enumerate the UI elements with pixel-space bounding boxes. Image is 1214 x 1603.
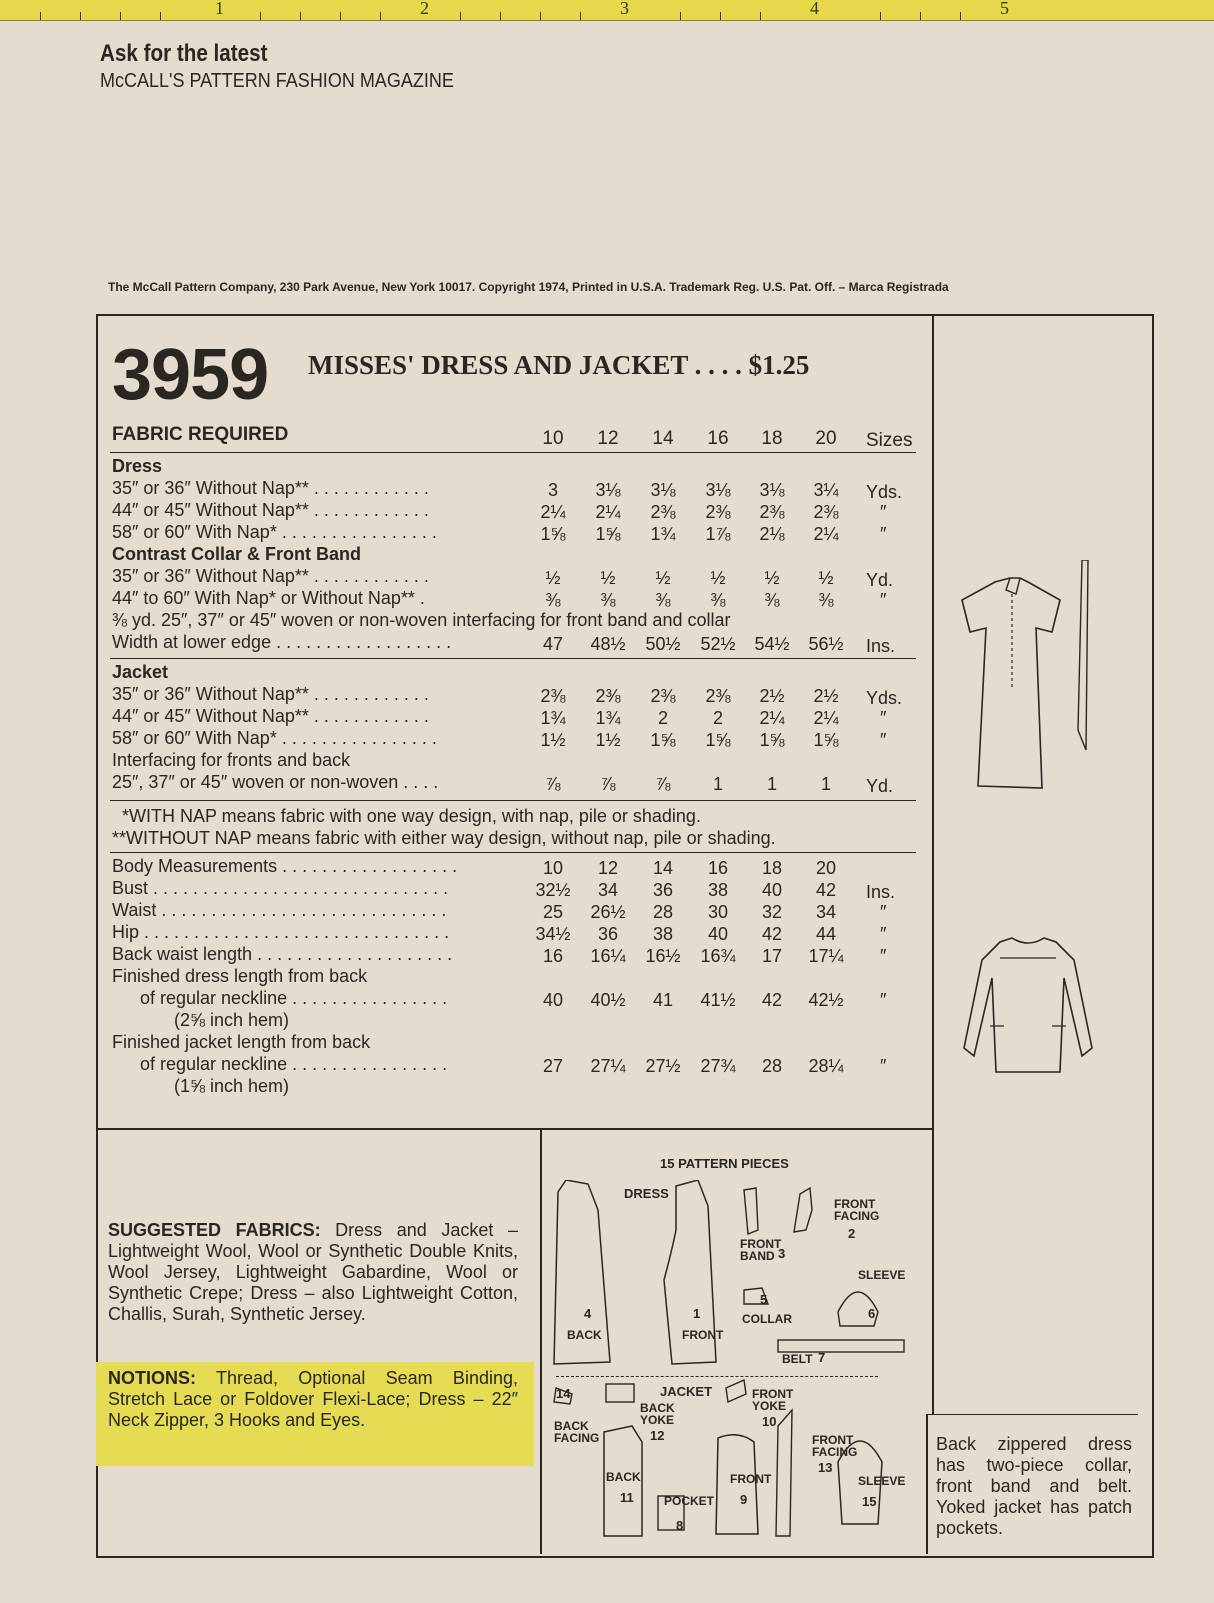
jacket-sketch — [960, 930, 1110, 1080]
jacket-row-label: 35″ or 36″ Without Nap** . . . . . . . . . . . . — [112, 684, 429, 704]
cell: 1 — [820, 774, 831, 794]
cell: 1⅝ — [705, 730, 731, 750]
piece-label-jacket-sleeve: SLEEVE — [858, 1474, 906, 1488]
cell: ½ — [655, 568, 671, 588]
garment-description: Back zippered dress has two-piece collar, front band and belt. Yoked jacket has patch pockets. — [936, 1434, 1132, 1538]
jacket-interfacing-row: 25″, 37″ or 45″ woven or non-woven . . . . — [112, 772, 439, 792]
cell: 52½ — [700, 634, 736, 654]
piece-num-11: 11 — [620, 1490, 634, 1505]
section-rule — [110, 658, 916, 659]
unit: ″ — [880, 902, 887, 922]
piece-num-1: 1 — [693, 1306, 701, 1321]
fabric-rule — [110, 452, 916, 453]
cell: 27½ — [645, 1056, 681, 1076]
dress-sketch — [950, 560, 1100, 800]
size-10: 10 — [542, 858, 564, 878]
cell: ⅞ — [600, 774, 616, 794]
piece-label-front-yoke: FRONT YOKE — [752, 1387, 794, 1413]
cell: 1¾ — [650, 524, 676, 544]
size-18: 18 — [761, 428, 783, 449]
cell: 28 — [761, 1056, 783, 1076]
jacket-length-l2: of regular neckline . . . . . . . . . . . . . . . . — [140, 1054, 448, 1074]
cell: 25 — [542, 902, 564, 922]
measuring-ruler — [0, 0, 1214, 21]
unit: Yds. — [866, 688, 903, 708]
dress-heading: Dress — [112, 456, 163, 476]
suggested-fabrics-text: Dress and Jacket – Lightweight Wool, Wool or Synthetic Double Knits, Wool Jersey, Lightweight Gabardine, Wool or Synthetic Crepe; Dress – also Lightweight Cotton, Challis, Surah, Synthetic Jersey. — [108, 1220, 518, 1324]
cell: 41½ — [700, 990, 736, 1010]
unit: ″ — [880, 590, 887, 610]
piece-num-13: 13 — [818, 1460, 833, 1475]
cell: 2¼ — [759, 708, 785, 728]
cell: 34 — [597, 880, 619, 900]
piece-label-front: FRONT — [682, 1328, 724, 1342]
piece-num-10: 10 — [762, 1414, 777, 1429]
front-band-piece — [744, 1188, 758, 1234]
cell: 30 — [707, 902, 729, 922]
jacket-length-l3: (1⅝ inch hem) — [174, 1076, 290, 1096]
collar-row-label: 44″ to 60″ With Nap* or Without Nap** . — [112, 588, 425, 608]
cell: 1⅝ — [650, 730, 676, 750]
cell: 2½ — [759, 686, 785, 706]
unit: ″ — [880, 708, 887, 728]
cell: ⅜ — [710, 590, 726, 610]
cell: 3⅛ — [705, 480, 731, 500]
unit: ″ — [880, 990, 887, 1010]
hip-label: Hip . . . . . . . . . . . . . . . . . . . . . . . . . . . . . . . — [112, 922, 450, 942]
cell: 2⅜ — [540, 686, 566, 706]
desc-top-line — [926, 1414, 1138, 1415]
cell: 1½ — [595, 730, 621, 750]
cell: ⅜ — [600, 590, 616, 610]
piece-label-back-facing: BACK FACING — [554, 1419, 600, 1445]
cell: ⅜ — [655, 590, 671, 610]
cell: 2⅜ — [650, 502, 676, 522]
piece-label-back: BACK — [567, 1328, 602, 1342]
jacket-length-l1: Finished jacket length from back — [112, 1032, 371, 1052]
cell: 44 — [815, 924, 837, 944]
size-20: 20 — [815, 858, 837, 878]
jacket-front-facing-piece — [776, 1410, 792, 1536]
piece-label-jacket-front-facing: FRONT FACING — [812, 1433, 858, 1459]
size-10: 10 — [542, 428, 564, 449]
cell: 2⅜ — [705, 502, 731, 522]
piece-num-12: 12 — [650, 1428, 665, 1443]
cell: 1⅝ — [540, 524, 566, 544]
width-label: Width at lower edge . . . . . . . . . . . . . . . . . . — [112, 632, 452, 652]
suggested-fabrics — [108, 1220, 518, 1325]
unit: ″ — [880, 1056, 887, 1076]
notions — [108, 1368, 518, 1431]
dress-row-label: 35″ or 36″ Without Nap** . . . . . . . . . . . . — [112, 478, 429, 498]
piece-label-jacket-back: BACK — [606, 1470, 641, 1484]
cell: ½ — [710, 568, 726, 588]
cell: 42 — [761, 990, 783, 1010]
front-yoke-piece — [726, 1380, 746, 1402]
cell: 1¾ — [540, 708, 566, 728]
cell: 42 — [815, 880, 837, 900]
dress-length-l1: Finished dress length from back — [112, 966, 368, 986]
nap-note-2: **WITHOUT NAP means fabric with either way design, without nap, pile or shading. — [112, 828, 776, 848]
jacket-row-label: 58″ or 60″ With Nap* . . . . . . . . . . . . . . . . — [112, 728, 437, 748]
body-measurements-label: Body Measurements . . . . . . . . . . . . . . . . . . — [112, 856, 458, 876]
pattern-number: 3959 — [112, 335, 269, 415]
cell: ½ — [764, 568, 780, 588]
cell: ⅞ — [545, 774, 561, 794]
copyright-line: The McCall Pattern Company, 230 Park Avenue, New York 10017. Copyright 1974, Printed in U.S.A. Trademark Reg. U.S. Pat. Off. – Marca Registrada — [108, 280, 949, 294]
cell: 16½ — [645, 946, 681, 966]
section-rule — [110, 800, 916, 801]
cell: 3⅛ — [650, 480, 676, 500]
cell: 2½ — [813, 686, 839, 706]
belt-piece — [778, 1340, 904, 1352]
piece-num-8: 8 — [676, 1518, 684, 1533]
piece-label-back-yoke: BACK YOKE — [640, 1401, 675, 1427]
jacket-pieces-label: JACKET — [660, 1384, 713, 1399]
size-12: 12 — [597, 428, 619, 449]
cell: 50½ — [645, 634, 681, 654]
cell: 17¼ — [808, 946, 844, 966]
cell: 17 — [761, 946, 783, 966]
cell: 38 — [652, 924, 674, 944]
dress-length-l2: of regular neckline . . . . . . . . . . . . . . . . — [140, 988, 448, 1008]
cell: 40½ — [590, 990, 626, 1010]
pattern-title: MISSES' DRESS AND JACKET . . . . $1.25 — [308, 350, 810, 380]
cell: 1⅝ — [813, 730, 839, 750]
dress-row-label: 58″ or 60″ With Nap* . . . . . . . . . . . . . . . . — [112, 522, 437, 542]
collar-heading: Contrast Collar & Front Band — [112, 544, 362, 564]
cell: 26½ — [590, 902, 626, 922]
unit: Yd. — [866, 570, 894, 590]
cell: 16¼ — [590, 946, 626, 966]
cell: 16¾ — [700, 946, 736, 966]
cell: 2¼ — [813, 708, 839, 728]
size-14: 14 — [652, 428, 674, 449]
piece-num-14: 14 — [556, 1386, 571, 1401]
section-rule — [110, 852, 916, 853]
cell: 32 — [761, 902, 783, 922]
cell: 3⅛ — [759, 480, 785, 500]
cell: 40 — [542, 990, 564, 1010]
piece-num-15: 15 — [862, 1494, 877, 1509]
column-divider — [932, 314, 934, 1414]
cell: 42 — [761, 924, 783, 944]
piece-num-6: 6 — [868, 1306, 876, 1321]
unit: ″ — [880, 946, 887, 966]
size-20: 20 — [815, 428, 837, 449]
jacket-interfacing-label: Interfacing for fronts and back — [112, 750, 351, 770]
cell: 42½ — [808, 990, 844, 1010]
ruler-mark-1: 1 — [215, 0, 224, 18]
cell: 28 — [652, 902, 674, 922]
cell: 40 — [761, 880, 783, 900]
ruler-mark-2: 2 — [420, 0, 429, 18]
cell: 1⅝ — [759, 730, 785, 750]
piece-label-jacket-front: FRONT — [730, 1472, 772, 1486]
cell: 3⅛ — [595, 480, 621, 500]
unit: ″ — [880, 924, 887, 944]
cell: 2⅜ — [813, 502, 839, 522]
cell: ½ — [600, 568, 616, 588]
cell: 28¼ — [808, 1056, 844, 1076]
unit: ″ — [880, 730, 887, 750]
collar-row-label: 35″ or 36″ Without Nap** . . . . . . . . . . . . — [112, 566, 429, 586]
cell: 3¼ — [813, 480, 839, 500]
cell: 32½ — [535, 880, 571, 900]
cell: 41 — [652, 990, 674, 1010]
ruler-mark-4: 4 — [810, 0, 819, 18]
piece-num-5: 5 — [760, 1292, 768, 1307]
cell: 47 — [542, 634, 564, 654]
interfacing-note: ⅜ yd. 25″, 37″ or 45″ woven or non-woven interfacing for front band and collar — [112, 610, 731, 630]
cell: 2 — [657, 708, 668, 728]
jacket-row-label: 44″ or 45″ Without Nap** . . . . . . . . . . . . — [112, 706, 429, 726]
pattern-pieces-title: 15 PATTERN PIECES — [660, 1156, 789, 1171]
unit: Ins. — [866, 882, 896, 902]
size-14: 14 — [652, 858, 674, 878]
front-facing-piece — [794, 1188, 812, 1232]
cell: ⅜ — [764, 590, 780, 610]
back-yoke-piece — [606, 1384, 634, 1402]
cell: 1⅞ — [705, 524, 731, 544]
cell: ⅜ — [545, 590, 561, 610]
cell: ½ — [818, 568, 834, 588]
cell: 54½ — [754, 634, 790, 654]
dress-length-l3: (2⅝ inch hem) — [174, 1010, 290, 1030]
cell: ⅜ — [818, 590, 834, 610]
cell: 2⅜ — [595, 686, 621, 706]
cell: 27¼ — [590, 1056, 626, 1076]
cell: 2⅜ — [759, 502, 785, 522]
cell: 2⅜ — [650, 686, 676, 706]
ask-for-latest: Ask for the latest — [100, 40, 268, 67]
cell: 2⅜ — [705, 686, 731, 706]
nap-note-1: *WITH NAP means fabric with one way design, with nap, pile or shading. — [122, 806, 701, 826]
cell: 2¼ — [813, 524, 839, 544]
cell: 34 — [815, 902, 837, 922]
size-16: 16 — [707, 428, 729, 449]
suggested-fabrics-heading: SUGGESTED FABRICS: — [108, 1220, 321, 1240]
sizes-label: Sizes — [866, 430, 913, 451]
pieces-divider — [540, 1128, 542, 1554]
piece-num-7: 7 — [818, 1350, 826, 1365]
ruler-mark-3: 3 — [620, 0, 629, 18]
bust-label: Bust . . . . . . . . . . . . . . . . . . . . . . . . . . . . . . — [112, 878, 449, 898]
cell: 36 — [597, 924, 619, 944]
unit: Ins. — [866, 636, 896, 656]
cell: ½ — [545, 568, 561, 588]
cell: 2¼ — [595, 502, 621, 522]
lower-divider — [96, 1128, 932, 1130]
magazine-name: McCALL'S PATTERN FASHION MAGAZINE — [100, 70, 454, 92]
cell: 34½ — [535, 924, 571, 944]
waist-label: Waist . . . . . . . . . . . . . . . . . . . . . . . . . . . . . — [112, 900, 447, 920]
piece-num-4: 4 — [584, 1306, 592, 1321]
size-12: 12 — [597, 858, 619, 878]
cell: 2¼ — [540, 502, 566, 522]
unit: ″ — [880, 502, 887, 522]
jacket-heading: Jacket — [112, 662, 169, 682]
unit: Yd. — [866, 776, 894, 796]
cell: ⅞ — [655, 774, 671, 794]
cell: 1½ — [540, 730, 566, 750]
notions-heading: NOTIONS: — [108, 1368, 196, 1388]
piece-label-collar: COLLAR — [742, 1312, 792, 1326]
back-waist-label: Back waist length . . . . . . . . . . . . . . . . . . . . — [112, 944, 453, 964]
cell: 27 — [542, 1056, 564, 1076]
cell: 1¾ — [595, 708, 621, 728]
cell: 38 — [707, 880, 729, 900]
cell: 16 — [542, 946, 564, 966]
cell: 1 — [766, 774, 777, 794]
unit: Yds. — [866, 482, 903, 502]
piece-label-front-band: FRONT BAND — [740, 1237, 782, 1263]
piece-num-2: 2 — [848, 1226, 856, 1241]
unit: ″ — [880, 524, 887, 544]
cell: 2⅛ — [759, 524, 785, 544]
desc-divider — [926, 1414, 928, 1554]
cell: 40 — [707, 924, 729, 944]
size-18: 18 — [761, 858, 783, 878]
fabric-required-heading: FABRIC REQUIRED — [112, 424, 289, 445]
piece-label-belt: BELT — [782, 1352, 813, 1366]
cell: 1⅝ — [595, 524, 621, 544]
cell: 36 — [652, 880, 674, 900]
piece-label-front-facing: FRONT FACING — [834, 1197, 880, 1223]
ruler-mark-5: 5 — [1000, 0, 1009, 18]
dress-pieces-label: DRESS — [624, 1186, 669, 1201]
piece-label-pocket: POCKET — [664, 1494, 715, 1508]
size-16: 16 — [707, 858, 729, 878]
piece-num-9: 9 — [740, 1492, 748, 1507]
cell: 2 — [712, 708, 723, 728]
notions-text: Thread, Optional Seam Binding, Stretch Lace or Foldover Flexi-Lace; Dress – 22″ Neck Zipper, 3 Hooks and Eyes. — [108, 1368, 518, 1430]
piece-label-sleeve: SLEEVE — [858, 1268, 906, 1282]
dress-row-label: 44″ or 45″ Without Nap** . . . . . . . . . . . . — [112, 500, 429, 520]
cell: 1 — [712, 774, 723, 794]
cell: 3 — [547, 480, 558, 500]
cell: 27¾ — [700, 1056, 736, 1076]
cell: 56½ — [808, 634, 844, 654]
piece-num-3: 3 — [778, 1246, 786, 1261]
cell: 48½ — [590, 634, 626, 654]
